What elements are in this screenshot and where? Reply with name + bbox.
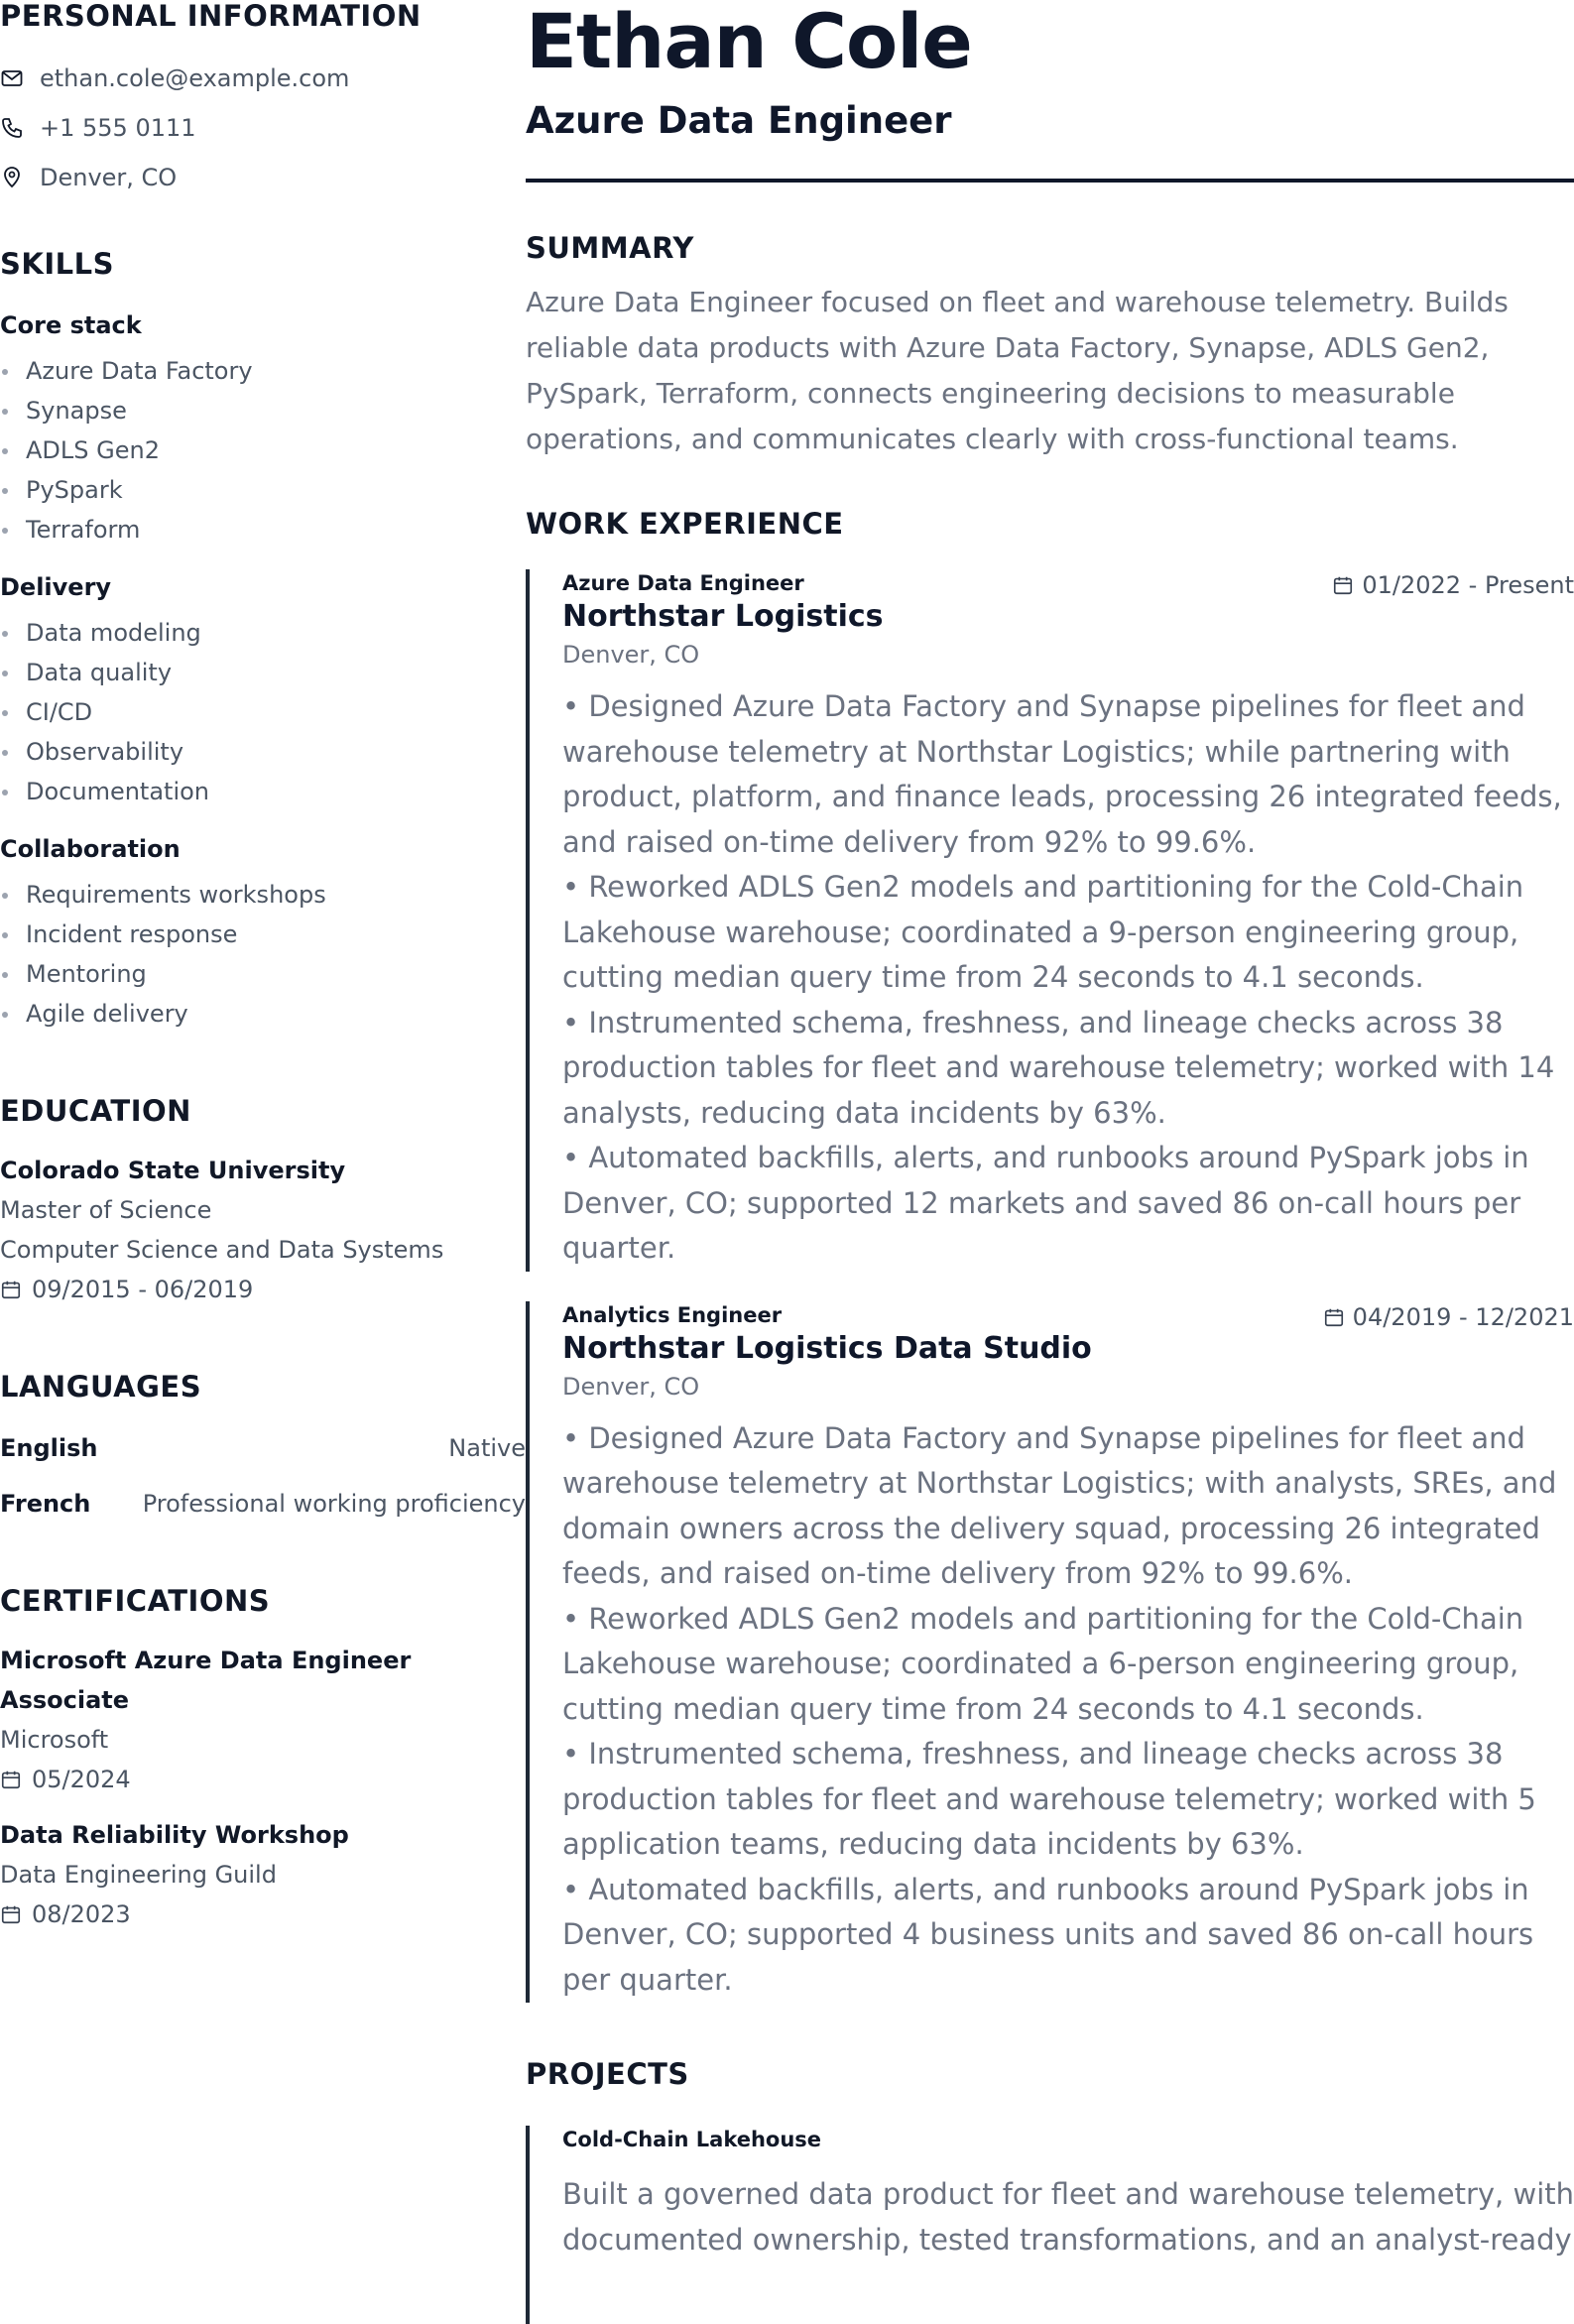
job-bullets xyxy=(562,684,1574,1272)
skill-group-title: Collaboration xyxy=(0,835,181,863)
calendar-icon xyxy=(1323,1306,1345,1328)
language-row xyxy=(0,1476,526,1531)
summary-text: Azure Data Engineer focused on fleet and warehouse telemetry. Builds reliable data products with Azure Data Factory, Synapse, ADLS Gen2, PySpark, Terraform, connects engineering decisions to measurable operations, and communicates clearly with cross-functional teams. xyxy=(526,286,1509,455)
candidate-title: Azure Data Engineer xyxy=(526,99,952,142)
certification-date xyxy=(0,1760,526,1799)
certification-date xyxy=(0,1895,526,1934)
calendar-icon xyxy=(0,1279,22,1300)
certification-date-text: 05/2024 xyxy=(32,1766,131,1793)
mail-icon xyxy=(0,66,24,90)
language-row xyxy=(0,1420,526,1476)
skill-item: CI/CD xyxy=(0,692,526,732)
education-heading: EDUCATION xyxy=(0,1094,191,1128)
skill-group-collaboration xyxy=(0,831,526,1034)
project-entry xyxy=(526,2126,1574,2324)
job-company: Northstar Logistics xyxy=(562,599,884,634)
skill-item: Data quality xyxy=(0,653,526,692)
certification-entry xyxy=(0,1815,526,1934)
job-bullet: • Instrumented schema, freshness, and lineage checks across 38 production tables for fleet and warehouse telemetry; worked with 5 application teams, reducing data incidents by 63%. xyxy=(562,1737,1536,1861)
skill-item: Requirements workshops xyxy=(0,875,526,915)
project-title: Cold-Chain Lakehouse xyxy=(562,2128,822,2151)
school-name: Colorado State University xyxy=(0,1157,346,1184)
language-level: Native xyxy=(448,1434,526,1462)
job-bullet: • Automated backfills, alerts, and runbooks around PySpark jobs in Denver, CO; supported 12 markets and saved 86 on-call hours per quarter. xyxy=(562,1141,1529,1265)
summary-heading: SUMMARY xyxy=(526,231,694,265)
location-text: Denver, CO xyxy=(40,164,178,191)
job-role: Analytics Engineer xyxy=(562,1302,783,1327)
skill-item: Mentoring xyxy=(0,954,526,994)
skill-group-title: Delivery xyxy=(0,573,112,601)
job-location: Denver, CO xyxy=(562,641,700,669)
certification-title: Data Reliability Workshop xyxy=(0,1821,349,1849)
job-location: Denver, CO xyxy=(562,1372,700,1401)
skills-heading: SKILLS xyxy=(0,247,114,281)
languages-list xyxy=(0,1420,526,1531)
languages-heading: LANGUAGES xyxy=(0,1370,202,1404)
personal-info-heading: PERSONAL INFORMATION xyxy=(0,0,422,33)
field-of-study: Computer Science and Data Systems xyxy=(0,1236,444,1264)
skill-group-delivery xyxy=(0,569,526,811)
skill-item: Incident response xyxy=(0,915,526,954)
skill-item: Terraform xyxy=(0,510,526,550)
certifications-heading: CERTIFICATIONS xyxy=(0,1584,271,1618)
experience-heading: WORK EXPERIENCE xyxy=(526,507,844,541)
job-dates-text: 01/2022 - Present xyxy=(1362,571,1574,599)
candidate-name: Ethan Cole xyxy=(526,0,972,85)
education-entry xyxy=(0,1151,526,1309)
language-level: Professional working proficiency xyxy=(142,1490,526,1518)
job-bullet: • Reworked ADLS Gen2 models and partitioning for the Cold-Chain Lakehouse warehouse; coordinated a 9-person engineering group, cutting median query time from 24 seconds to 4.1 seconds. xyxy=(562,870,1524,994)
skill-item: Data modeling xyxy=(0,613,526,653)
projects-heading: PROJECTS xyxy=(526,2057,689,2091)
job-bullet: • Reworked ADLS Gen2 models and partitioning for the Cold-Chain Lakehouse warehouse; coordinated a 6-person engineering group, cutting median query time from 24 seconds to 4.1 seconds. xyxy=(562,1601,1524,1726)
job-bullet: • Automated backfills, alerts, and runbooks around PySpark jobs in Denver, CO; supported 4 business units and saved 86 on-call hours per quarter. xyxy=(562,1872,1534,1997)
calendar-icon xyxy=(0,1903,22,1925)
location-contact xyxy=(0,153,526,202)
phone-text: +1 555 0111 xyxy=(40,114,196,142)
skill-group-title: Core stack xyxy=(0,311,142,339)
left-column xyxy=(0,0,526,1934)
skill-item: Documentation xyxy=(0,772,526,811)
job-bullet: • Instrumented schema, freshness, and lineage checks across 38 production tables for fleet and warehouse telemetry; worked with 14 analysts, reducing data incidents by 63%. xyxy=(562,1005,1555,1130)
education-dates-text: 09/2015 - 06/2019 xyxy=(32,1276,254,1303)
skill-item: Agile delivery xyxy=(0,994,526,1034)
map-pin-icon xyxy=(0,166,24,189)
certification-title: Microsoft Azure Data Engineer Associate xyxy=(0,1647,412,1714)
certification-issuer: Microsoft xyxy=(0,1726,109,1754)
calendar-icon xyxy=(1332,574,1354,596)
degree: Master of Science xyxy=(0,1196,212,1224)
job-entry xyxy=(526,1301,1574,2004)
phone-icon xyxy=(0,116,24,140)
skill-item: ADLS Gen2 xyxy=(0,430,526,470)
job-role: Azure Data Engineer xyxy=(562,571,804,595)
job-dates xyxy=(1332,571,1574,599)
project-description: Built a governed data product for fleet and warehouse telemetry, with documented ownership, tested transformations, and an analyst-ready xyxy=(562,2177,1574,2257)
skill-item: PySpark xyxy=(0,470,526,510)
skill-item: Azure Data Factory xyxy=(0,351,526,391)
certification-entry xyxy=(0,1641,526,1799)
job-dates-text: 04/2019 - 12/2021 xyxy=(1352,1302,1574,1331)
job-company: Northstar Logistics Data Studio xyxy=(562,1330,1092,1366)
right-column xyxy=(526,0,1574,2324)
skill-group-core xyxy=(0,307,526,550)
education-dates xyxy=(0,1270,526,1309)
language-name: French xyxy=(0,1490,91,1518)
email-text: ethan.cole@example.com xyxy=(40,64,350,92)
language-name: English xyxy=(0,1434,98,1462)
header-divider xyxy=(526,179,1574,183)
job-bullet: • Designed Azure Data Factory and Synapse pipelines for fleet and warehouse telemetry at Northstar Logistics; with analysts, SREs, and domain owners across the delivery squad, processing 26 integrated feeds, and raised on-time delivery from 92% to 99.6%. xyxy=(562,1420,1557,1590)
job-bullets xyxy=(562,1416,1574,2004)
certification-date-text: 08/2023 xyxy=(32,1900,131,1928)
calendar-icon xyxy=(0,1769,22,1790)
skill-item: Observability xyxy=(0,732,526,772)
job-bullet: • Designed Azure Data Factory and Synapse pipelines for fleet and warehouse telemetry at Northstar Logistics; while partnering with product, platform, and finance leads, processing 26 integrated feeds, and raised on-time delivery from 92% to 99.6%. xyxy=(562,689,1562,859)
job-entry xyxy=(526,569,1574,1272)
email-contact[interactable] xyxy=(0,54,526,103)
job-dates xyxy=(1323,1303,1574,1331)
skill-item: Synapse xyxy=(0,391,526,430)
phone-contact[interactable] xyxy=(0,103,526,153)
certification-issuer: Data Engineering Guild xyxy=(0,1861,277,1889)
